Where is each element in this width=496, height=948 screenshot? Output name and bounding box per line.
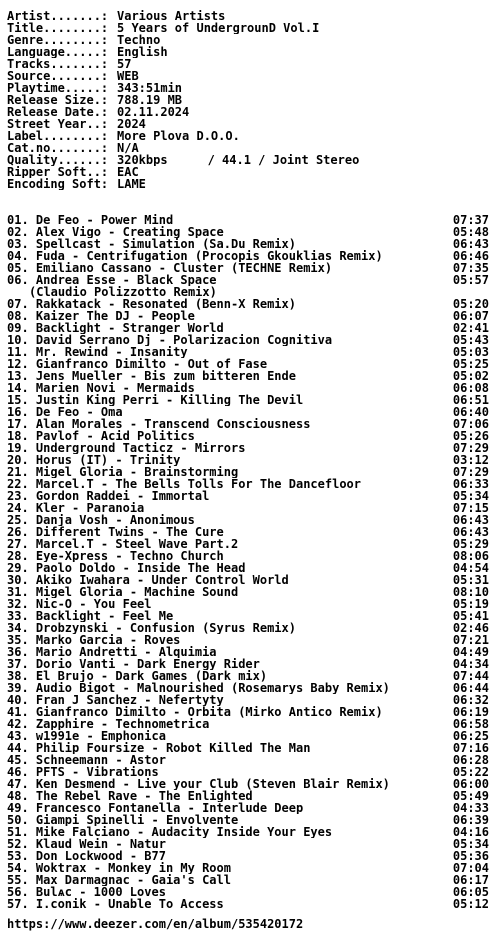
track-row (7, 262, 489, 274)
track-title: 57. I.conik - Unable To Access (7, 898, 224, 910)
track-row (7, 862, 489, 874)
track-title: 13. Jens Mueller - Bis zum bitteren Ende (7, 370, 296, 382)
track-row (7, 766, 489, 778)
track-row (7, 310, 489, 322)
track-duration: 05:25 (452, 357, 489, 371)
release-size-key: Release Size.: (7, 94, 109, 106)
track-row (7, 286, 489, 298)
track-duration: 06:58 (452, 717, 489, 731)
track-row (7, 454, 489, 466)
track-duration: 07:21 (452, 633, 489, 647)
track-row (7, 574, 489, 586)
label-key: Label........: (7, 130, 109, 142)
quality-row (7, 154, 489, 166)
track-title: 55. Max Darmagnac - Gaia's Call (7, 874, 231, 886)
track-title: (Claudio Polizzotto Remix) (29, 286, 217, 298)
track-row (7, 670, 489, 682)
source-key: Source.......: (7, 70, 109, 82)
track-row (7, 538, 489, 550)
track-row (7, 802, 489, 814)
track-duration: 06:19 (452, 705, 489, 719)
track-row (7, 562, 489, 574)
street-year-value: 2024 (117, 118, 146, 130)
encoding-value: LAME (117, 178, 146, 190)
track-duration: 06:43 (452, 513, 489, 527)
track-row (7, 298, 489, 310)
track-row (7, 886, 489, 898)
track-row (7, 478, 489, 490)
track-duration: 05:03 (452, 345, 489, 359)
track-duration: 07:04 (452, 861, 489, 875)
track-row (7, 466, 489, 478)
track-row (7, 442, 489, 454)
track-title: 02. Alex Vigo - Creating Space (7, 226, 224, 238)
source-value: WEB (117, 70, 139, 82)
track-row (7, 418, 489, 430)
track-duration: 05:29 (452, 537, 489, 551)
track-title: 44. Philip Foursize - Robot Killed The Man (7, 742, 311, 754)
tracklist (7, 214, 489, 910)
track-duration: 05:20 (452, 297, 489, 311)
track-title: 01. De Feo - Power Mind (7, 214, 174, 226)
playtime-row (7, 82, 489, 94)
track-row (7, 778, 489, 790)
track-duration: 06:05 (452, 885, 489, 899)
quality-rest: / 44.1 / Joint Stereo (207, 154, 360, 166)
track-duration: 04:34 (452, 657, 489, 671)
track-title: 19. Underground Tacticz - Mirrors (7, 442, 246, 454)
track-duration: 06:44 (452, 681, 489, 695)
track-row (7, 622, 489, 634)
genre-value: Techno (117, 34, 161, 46)
track-duration: 07:37 (452, 213, 489, 227)
track-duration: 06:08 (452, 381, 489, 395)
cat-no-row (7, 142, 489, 154)
ripper-row (7, 166, 489, 178)
track-title: 54. Woktrax - Monkey in My Room (7, 862, 231, 874)
track-title: 24. Kler - Paranoia (7, 502, 145, 514)
label-row (7, 130, 489, 142)
tracks-key: Tracks.......: (7, 58, 109, 70)
track-duration: 05:02 (452, 369, 489, 383)
track-title: 49. Francesco Fontanella - Interlude Deep (7, 802, 304, 814)
tracks-value: 57 (117, 58, 132, 70)
track-duration: 04:33 (452, 801, 489, 815)
track-title: 32. Nic-O - You Feel (7, 598, 152, 610)
track-duration: 05:34 (452, 489, 489, 503)
track-duration: 07:16 (452, 741, 489, 755)
track-row (7, 238, 489, 250)
track-duration: 06:51 (452, 393, 489, 407)
track-duration: 06:17 (452, 873, 489, 887)
track-row (7, 226, 489, 238)
track-row (7, 814, 489, 826)
track-row (7, 646, 489, 658)
quality-value (117, 154, 489, 166)
release-size-value: 788.19 MB (117, 94, 183, 106)
track-row (7, 706, 489, 718)
track-row (7, 382, 489, 394)
track-duration: 05:31 (452, 573, 489, 587)
track-title: 06. Andrea Esse - Black Space (7, 274, 217, 286)
track-row (7, 682, 489, 694)
track-row (7, 430, 489, 442)
track-duration: 06:33 (452, 477, 489, 491)
track-title: 35. Marko Garcia - Roves (7, 634, 181, 646)
release-date-value: 02.11.2024 (117, 106, 190, 118)
track-title: 26. Different Twins - The Cure (7, 526, 224, 538)
track-row (7, 874, 489, 886)
track-title: 47. Ken Desmend - Live your Club (Steven Blair Remix) (7, 778, 390, 790)
track-row (7, 502, 489, 514)
track-title: 20. Horus (IT) - Trinity (7, 454, 181, 466)
track-title: 09. Backlight - Stranger World (7, 322, 224, 334)
track-title: 52. Klaud Wein - Natur (7, 838, 166, 850)
track-duration: 05:26 (452, 429, 489, 443)
language-value: English (117, 46, 168, 58)
track-row (7, 754, 489, 766)
track-title: 29. Paolo Doldo - Inside The Head (7, 562, 246, 574)
track-title: 45. Schneemann - Astor (7, 754, 166, 766)
track-duration: 06:25 (452, 729, 489, 743)
encoding-key: Encoding Soft: (7, 178, 109, 190)
track-row (7, 370, 489, 382)
track-row (7, 742, 489, 754)
track-title: 08. Kaizer The DJ - People (7, 310, 195, 322)
artist-value: Various Artists (117, 10, 226, 22)
track-duration: 05:36 (452, 849, 489, 863)
track-title: 46. PFTS - Vibrations (7, 766, 159, 778)
track-title: 48. The Rebel Rave - The Enlighted (7, 790, 253, 802)
genre-row (7, 34, 489, 46)
track-title: 27. Marcel.T - Steel Wave Part.2 (7, 538, 239, 550)
source-row (7, 70, 489, 82)
track-title: 33. Backlight - Feel Me (7, 610, 174, 622)
track-duration: 02:41 (452, 321, 489, 335)
track-duration: 03:12 (452, 453, 489, 467)
track-title: 04. Fuda - Centrifugation (Procopis Gkouklias Remix) (7, 250, 383, 262)
ripper-key: Ripper Soft..: (7, 166, 109, 178)
cat-no-value: N/A (117, 142, 139, 154)
track-row (7, 274, 489, 286)
track-title: 22. Marcel.T - The Bells Tolls For The Dancefloor (7, 478, 362, 490)
track-duration: 05:12 (452, 897, 489, 911)
track-title: 18. Pavlof - Acid Politics (7, 430, 195, 442)
track-row (7, 214, 489, 226)
title-key: Title........: (7, 22, 109, 34)
section-spacer (7, 190, 489, 214)
track-row (7, 730, 489, 742)
track-duration: 07:06 (452, 417, 489, 431)
track-duration: 05:19 (452, 597, 489, 611)
track-row (7, 250, 489, 262)
track-row (7, 586, 489, 598)
release-date-row (7, 106, 489, 118)
track-duration: 05:43 (452, 333, 489, 347)
playtime-value: 343:51min (117, 82, 183, 94)
track-title: 28. Eye-Xpress - Techno Church (7, 550, 224, 562)
track-row (7, 598, 489, 610)
track-duration: 06:43 (452, 237, 489, 251)
track-row (7, 406, 489, 418)
track-title: 17. Alan Morales - Transcend Consciousness (7, 418, 311, 430)
track-title: 42. Zapphire - Technometrica (7, 718, 210, 730)
track-row (7, 658, 489, 670)
language-key: Language.....: (7, 46, 109, 58)
track-duration: 07:15 (452, 501, 489, 515)
track-duration: 05:34 (452, 837, 489, 851)
track-title: 15. Justin King Perri - Killing The Devil (7, 394, 304, 406)
track-duration: 05:48 (452, 225, 489, 239)
track-duration: 06:40 (452, 405, 489, 419)
track-row (7, 610, 489, 622)
track-duration: 04:49 (452, 645, 489, 659)
track-row (7, 334, 489, 346)
track-duration: 06:00 (452, 777, 489, 791)
track-row (7, 634, 489, 646)
track-title: 39. Audio Bigot - Malnourished (Rosemarys Baby Remix) (7, 682, 390, 694)
track-title: 23. Gordon Raddei - Immortal (7, 490, 210, 502)
track-title: 51. Mike Falciano - Audacity Inside Your Eyes (7, 826, 333, 838)
track-title: 31. Migel Gloria - Machine Sound (7, 586, 239, 598)
track-duration: 06:32 (452, 693, 489, 707)
track-title: 38. El Brujo - Dark Games (Dark mix) (7, 670, 268, 682)
track-title: 37. Dorio Vanti - Dark Energy Rider (7, 658, 260, 670)
track-title: 10. David Serrano Dj - Polarizacion Cognitiva (7, 334, 333, 346)
track-title: 50. Giampi Spinelli - Envolvente (7, 814, 239, 826)
track-row (7, 550, 489, 562)
release-date-key: Release Date.: (7, 106, 109, 118)
title-row (7, 22, 489, 34)
track-row (7, 526, 489, 538)
track-title: 21. Migel Gloria - Brainstorming (7, 466, 239, 478)
track-row (7, 514, 489, 526)
track-title: 14. Marien Novi - Mermaids (7, 382, 195, 394)
track-title: 34. Drobzynski - Confusion (Syrus Remix) (7, 622, 296, 634)
track-duration: 07:29 (452, 465, 489, 479)
track-duration: 08:10 (452, 585, 489, 599)
track-duration: 07:29 (452, 441, 489, 455)
track-row (7, 718, 489, 730)
track-row (7, 394, 489, 406)
language-row (7, 46, 489, 58)
track-row (7, 346, 489, 358)
track-duration: 06:46 (452, 249, 489, 263)
cat-no-key: Cat.no.......: (7, 142, 109, 154)
track-row (7, 790, 489, 802)
album-url[interactable]: https://www.deezer.com/en/album/535420172 (7, 917, 304, 931)
track-row (7, 694, 489, 706)
ripper-value: EAC (117, 166, 139, 178)
track-title: 53. Don Lockwood - B77 (7, 850, 166, 862)
track-duration: 07:44 (452, 669, 489, 683)
encoding-row (7, 178, 489, 190)
track-title: 40. Fran J Sanchez - Nefertyty (7, 694, 224, 706)
track-duration: 05:57 (452, 273, 489, 287)
artist-key: Artist.......: (7, 10, 109, 22)
track-row (7, 838, 489, 850)
track-duration: 05:22 (452, 765, 489, 779)
quality-bitrate: 320kbps (117, 154, 168, 166)
artist-row (7, 10, 489, 22)
track-row (7, 490, 489, 502)
label-value: More Plova D.O.O. (117, 130, 240, 142)
track-duration: 02:46 (452, 621, 489, 635)
track-title: 05. Emiliano Cassano - Cluster (TECHNE Remix) (7, 262, 333, 274)
track-duration: 05:49 (452, 789, 489, 803)
track-row (7, 898, 489, 910)
playtime-key: Playtime.....: (7, 82, 109, 94)
track-title: 41. Gianfranco Dimilto - Orbita (Mirko Antico Remix) (7, 706, 383, 718)
track-row (7, 850, 489, 862)
release-size-row (7, 94, 489, 106)
track-duration: 04:16 (452, 825, 489, 839)
track-row (7, 322, 489, 334)
track-title: 03. Spellcast - Simulation (Sa.Du Remix) (7, 238, 296, 250)
title-value: 5 Years of UndergrounD Vol.I (117, 22, 320, 34)
track-title: 11. Mr. Rewind - Insanity (7, 346, 188, 358)
track-duration: 04:54 (452, 561, 489, 575)
track-title: 07. Rakkatack - Resonated (Benn-X Remix) (7, 298, 296, 310)
track-title: 12. Gianfranco Dimilto - Out of Fase (7, 358, 268, 370)
track-row (7, 826, 489, 838)
genre-key: Genre........: (7, 34, 109, 46)
street-year-row (7, 118, 489, 130)
street-year-key: Street Year..: (7, 118, 109, 130)
quality-key: Quality......: (7, 154, 109, 166)
track-title: 56. Bulѧc - 1000 Loves (7, 886, 166, 898)
track-row (7, 358, 489, 370)
track-duration: 06:07 (452, 309, 489, 323)
track-title: 30. Akiko Iwahara - Under Control World (7, 574, 289, 586)
track-title: 43. w1991e - Emphonica (7, 730, 166, 742)
track-duration: 07:35 (452, 261, 489, 275)
track-duration: 06:43 (452, 525, 489, 539)
track-title: 16. De Feo - Oma (7, 406, 123, 418)
tracks-row (7, 58, 489, 70)
track-title: 25. Danja Vosh - Anonimous (7, 514, 195, 526)
track-duration: 08:06 (452, 549, 489, 563)
track-duration: 06:28 (452, 753, 489, 767)
track-duration: 06:39 (452, 813, 489, 827)
track-duration: 05:41 (452, 609, 489, 623)
track-title: 36. Mario Andretti - Alquimia (7, 646, 217, 658)
